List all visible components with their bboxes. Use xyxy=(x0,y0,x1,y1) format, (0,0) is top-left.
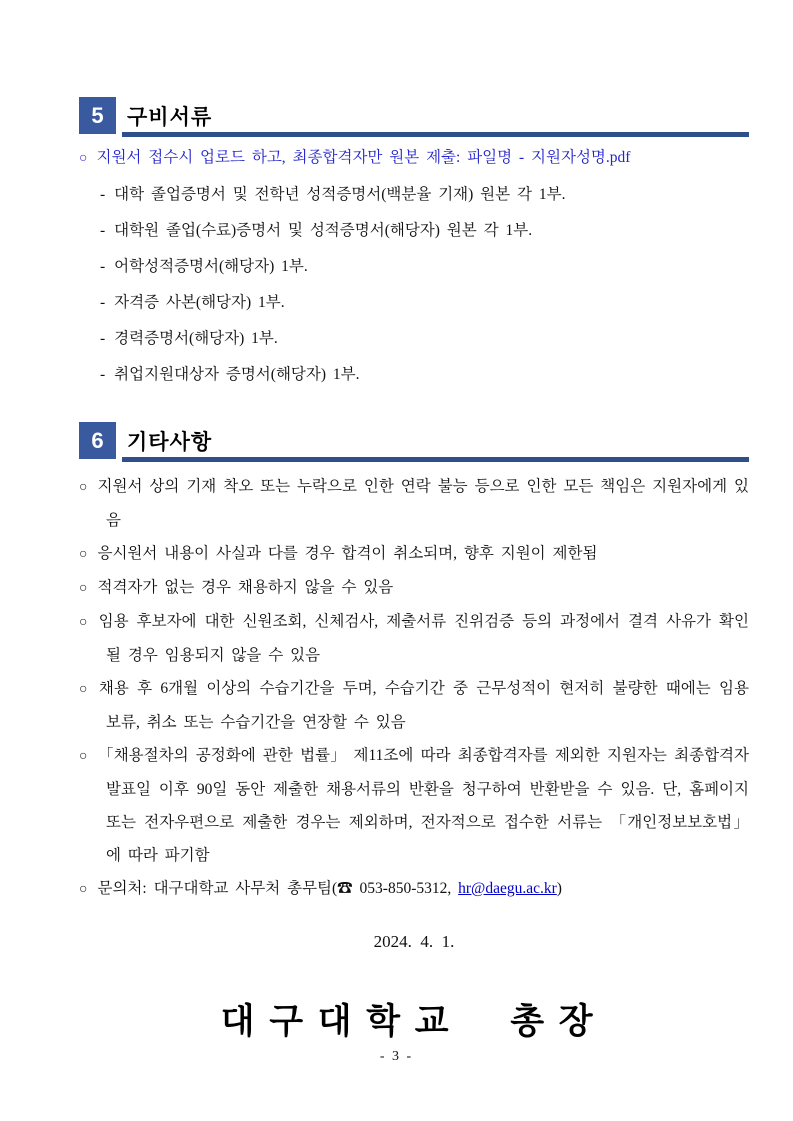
dash-bullet-icon: - xyxy=(100,186,106,203)
other-notice-text: 임용 후보자에 대한 신원조회, 신체검사, 제출서류 진위검증 등의 과정에서 결격 사유가 확인될 경우 임용되지 않을 수 있음 xyxy=(98,613,749,664)
contact-line xyxy=(79,872,749,906)
other-notice-text: 채용 후 6개월 이상의 수습기간을 두며, 수습기간 중 근무성적이 현저히 불량한 때에는 임용 보류, 취소 또는 수습기간을 연장할 수 있음 xyxy=(98,680,749,731)
other-notice-item xyxy=(79,605,749,672)
required-doc-item xyxy=(100,220,749,242)
required-doc-text: 대학 졸업증명서 및 전학년 성적증명서(백분율 기재) 원본 각 1부. xyxy=(114,186,566,203)
signature-president: 대구대학교 총장 xyxy=(220,1002,608,1041)
section-5-number-badge: 5 xyxy=(79,97,116,134)
dash-bullet-icon: - xyxy=(100,258,106,275)
issue-date: 2024. 4. 1. xyxy=(373,932,455,951)
circle-bullet-icon: ○ xyxy=(79,749,88,764)
required-doc-item xyxy=(100,256,749,278)
contact-email-link[interactable]: hr@daegu.ac.kr xyxy=(458,880,557,897)
other-notice-text: 적격자가 없는 경우 채용하지 않을 수 있음 xyxy=(97,579,394,596)
required-doc-text: 자격증 사본(해당자) 1부. xyxy=(114,294,285,311)
circle-bullet-icon: ○ xyxy=(79,581,88,596)
other-notice-item xyxy=(79,470,749,537)
section-6-number-badge: 6 xyxy=(79,422,116,459)
required-doc-text: 취업지원대상자 증명서(해당자) 1부. xyxy=(114,366,360,383)
circle-bullet-icon: ○ xyxy=(79,615,89,630)
required-doc-text: 어학성적증명서(해당자) 1부. xyxy=(114,258,308,275)
circle-bullet-icon: ○ xyxy=(79,682,89,697)
section-5-header xyxy=(79,97,749,137)
other-notice-text: 응시원서 내용이 사실과 다를 경우 합격이 취소되며, 향후 지원이 제한됨 xyxy=(97,545,598,562)
dash-bullet-icon: - xyxy=(100,330,106,347)
upload-note-text: 지원서 접수시 업로드 하고, 최종합격자만 원본 제출: 파일명 - 지원자성명.pdf xyxy=(96,149,631,166)
circle-bullet-icon: ○ xyxy=(79,151,88,166)
other-notice-item xyxy=(79,571,749,605)
circle-bullet-icon: ○ xyxy=(79,547,88,562)
contact-prefix-text: 문의처: 대구대학교 사무처 총무팀(☎ 053-850-5312, xyxy=(97,880,459,897)
other-notice-text: 「채용절차의 공정화에 관한 법률」 제11조에 따라 최종합격자를 제외한 지원자는 최종합격자 발표일 이후 90일 동안 제출한 채용서류의 반환을 청구하여 반환받을 수 있음. 단, 홈페이지 또는 전자우편으로 제출한 경우는 제외하며, 전자적으로 접수한 서류는 「개인정보보호법」에 따라 파기함 xyxy=(97,747,749,864)
dash-bullet-icon: - xyxy=(100,294,106,311)
other-notice-item xyxy=(79,672,749,739)
section-6-divider xyxy=(122,457,749,462)
dash-bullet-icon: - xyxy=(100,366,106,383)
circle-bullet-icon: ○ xyxy=(79,480,88,495)
required-doc-text: 대학원 졸업(수료)증명서 및 성적증명서(해당자) 원본 각 1부. xyxy=(114,222,533,239)
section-6-header xyxy=(79,422,749,462)
other-notice-item xyxy=(79,739,749,872)
required-doc-item xyxy=(100,292,749,314)
section-5-title: 구비서류 xyxy=(127,106,213,129)
required-doc-item xyxy=(100,184,749,206)
document-content xyxy=(79,97,749,1044)
page-number: - 3 - xyxy=(379,1049,414,1064)
dash-bullet-icon: - xyxy=(100,222,106,239)
required-doc-text: 경력증명서(해당자) 1부. xyxy=(114,330,278,347)
contact-suffix-text: ) xyxy=(556,880,562,897)
circle-bullet-icon: ○ xyxy=(79,882,88,897)
other-notice-item xyxy=(79,537,749,571)
section-6-title: 기타사항 xyxy=(127,431,213,454)
upload-note-line xyxy=(79,147,749,170)
section-5-divider xyxy=(122,132,749,137)
required-doc-item xyxy=(100,328,749,350)
required-doc-item xyxy=(100,364,749,386)
other-notice-text: 지원서 상의 기재 착오 또는 누락으로 인한 연락 불능 등으로 인한 모든 책임은 지원자에게 있음 xyxy=(97,478,749,529)
